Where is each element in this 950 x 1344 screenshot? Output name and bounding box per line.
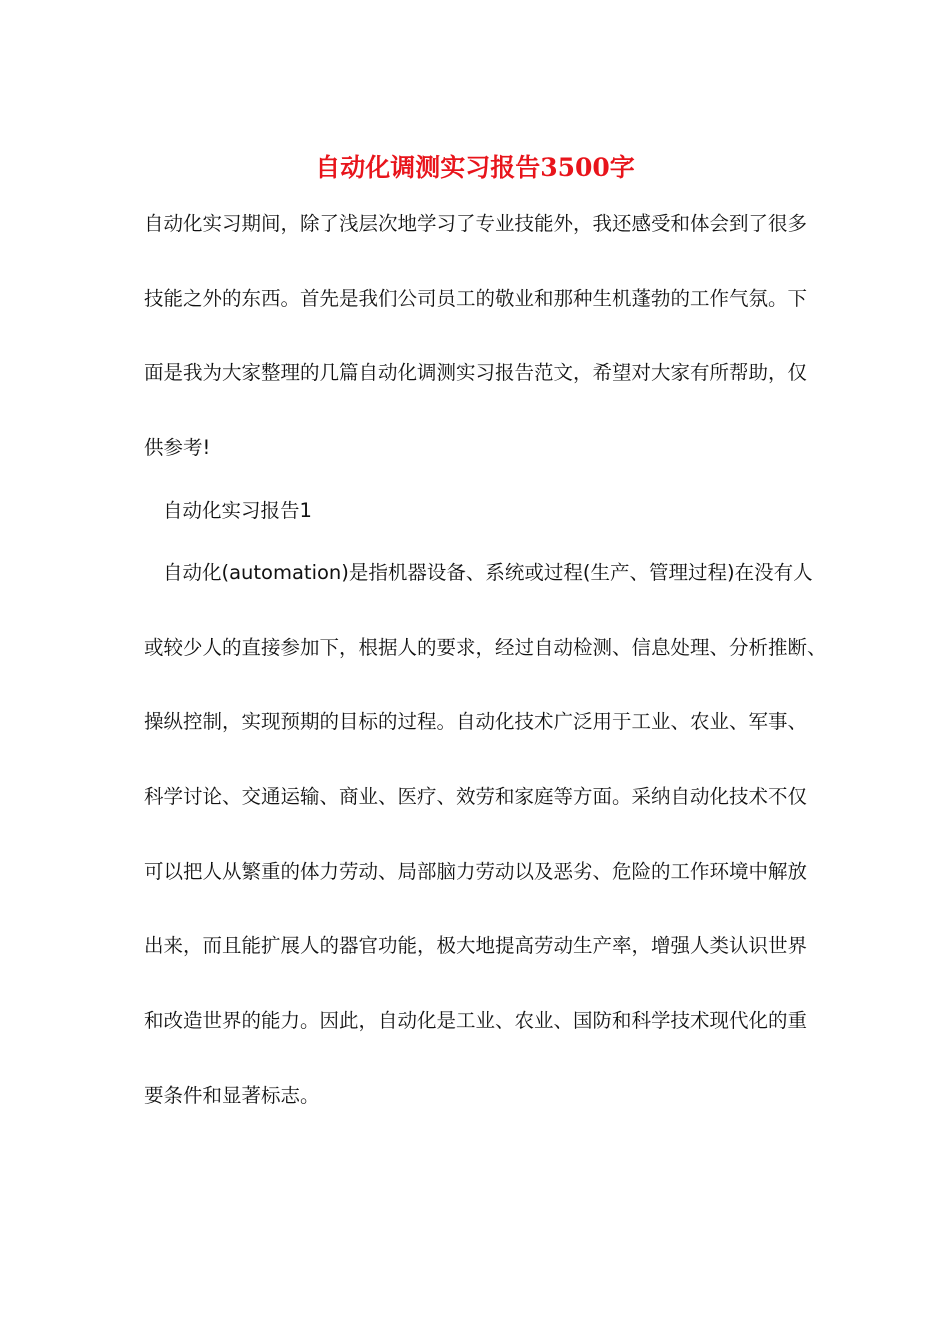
intro-line-4: 供参考! (144, 436, 211, 459)
section-heading: 自动化实习报告1 (163, 499, 312, 522)
body-line-5: 可以把人从繁重的体力劳动、局部脑力劳动以及恶劣、危险的工作环境中解放 (144, 860, 808, 883)
body-line-4: 科学讨论、交通运输、商业、医疗、效劳和家庭等方面。采纳自动化技术不仅 (144, 785, 808, 808)
body-line-6: 出来，而且能扩展人的器官功能，极大地提高劳动生产率，增强人类认识世界 (144, 934, 808, 957)
intro-line-1: 自动化实习期间，除了浅层次地学习了专业技能外，我还感受和体会到了很多 (144, 212, 808, 235)
body-line-1: 自动化(automation)是指机器设备、系统或过程(生产、管理过程)在没有人 (163, 561, 813, 584)
body-line-2: 或较少人的直接参加下，根据人的要求，经过自动检测、信息处理、分析推断、 (144, 636, 827, 659)
document-title: 自动化调测实习报告3500字 (315, 153, 635, 182)
intro-line-2: 技能之外的东西。首先是我们公司员工的敬业和那种生机蓬勃的工作气氛。下 (144, 287, 808, 310)
body-line-8: 要条件和显著标志。 (144, 1084, 320, 1107)
body-line-7: 和改造世界的能力。因此，自动化是工业、农业、国防和科学技术现代化的重 (144, 1009, 808, 1032)
body-line-3: 操纵控制，实现预期的目标的过程。自动化技术广泛用于工业、农业、军事、 (144, 710, 808, 733)
intro-line-3: 面是我为大家整理的几篇自动化调测实习报告范文，希望对大家有所帮助，仅 (144, 361, 808, 384)
